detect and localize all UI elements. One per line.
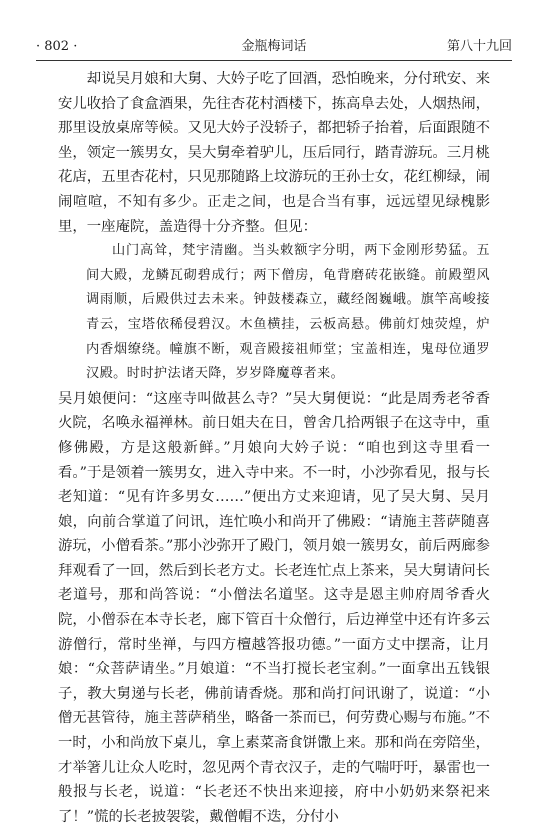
verse-block: 山门高耸，梵宇清幽。当头敕额字分明，两下金刚形势猛。五间大殿，龙鳞瓦砌碧成行；两下僧房，龟背磨砖花嵌缝。前殿塑风调雨顺，后殿供过去未来。钟鼓楼森立，藏经阁巍峨。旗竿高峻接青云，宝塔依稀侵碧汉。木鱼横挂，云板高悬。佛前灯烛荧煌，炉内香烟缭绕。幢旗不断，观音殿接祖师堂；宝盖相连，鬼母位通罗汉殿。时时护法诸天降，岁岁降魔尊者来。 (86, 243, 490, 382)
paragraph-1: 却说吴月娘和大舅、大妗子吃了回酒，恐怕晚来，分付玳安、来安儿收拾了食盒酒果，先往杏花村酒楼下，拣高阜去处，人烟热闹，那里设放桌席等候。又见大妗子没轿子，都把轿子抬着，后面跟随不坐，领定一簇男女，吴大舅牵着驴儿，压后同行，踏青游玩。三月桃花店，五里杏花村，只见那随路上坟游玩的王孙士女，花红柳绿，闹闹喧喧，不知有多少。正走之间，也是合当有事，远远望见绿槐影里，一座庵院，盖造得十分齐整。但见： (58, 71, 490, 235)
header-rule (36, 60, 512, 61)
book-title: 金瓶梅词话 (241, 39, 307, 54)
chapter-title: 第八十九回 (446, 39, 512, 54)
paragraph-2: 吴月娘便问：“这座寺叫做甚么寺？”吴大舅便说：“此是周秀老爷香火院，名唤永福禅林。前日姐夫在日，曾舍几拾两银子在这寺中，重修佛殿，方是这般新鲜。”月娘向大妗子说：“咱也到这寺里看一看。”于是领着一簇男女，进入寺中来。不一时，小沙弥看见，报与长老知道：“见有许多男女……”便出方丈来迎请，见了吴大舅、吴月娘，向前合掌道了问讯，连忙唤小和尚开了佛殿：“请施主菩萨随喜游玩，小僧看茶。”那小沙弥开了殿门，领月娘一簇男女，前后两廊参拜观看了一回，然后到长老方丈。长老连忙点上茶来，吴大舅请问长老道号，那和尚答说：“小僧法名道坚。这寺是恩主帅府周爷香火院，小僧忝在本寺长老，廊下管百十众僧行，后边禅堂中还有许多云游僧行，常时坐禅，与四方檀越答报功德。”一面方丈中摆斋，让月娘：“众菩萨请坐。”月娘道：“不当打搅长老宝刹。”一面拿出五钱银子，教大舅递与长老，佛前请香烧。那和尚打问讯谢了，说道：“小僧无甚管待，施主菩萨稍坐，略备一茶而已，何劳费心赐与布施。”不一时，小和尚放下桌儿，拿上素菜斋食饼馓上来。那和尚在旁陪坐，才举箸儿让众人吃时，忽见两个青衣汉子，走的气喘吁吁，暴雷也一般报与长老，说道：“长老还不快出来迎接，府中小奶奶来祭祀来了！”慌的长老披袈裟，戴僧帽不迭，分付小 (58, 390, 490, 825)
running-header (36, 36, 512, 58)
page-body (58, 67, 490, 829)
page-number: · 802 · (36, 39, 78, 54)
